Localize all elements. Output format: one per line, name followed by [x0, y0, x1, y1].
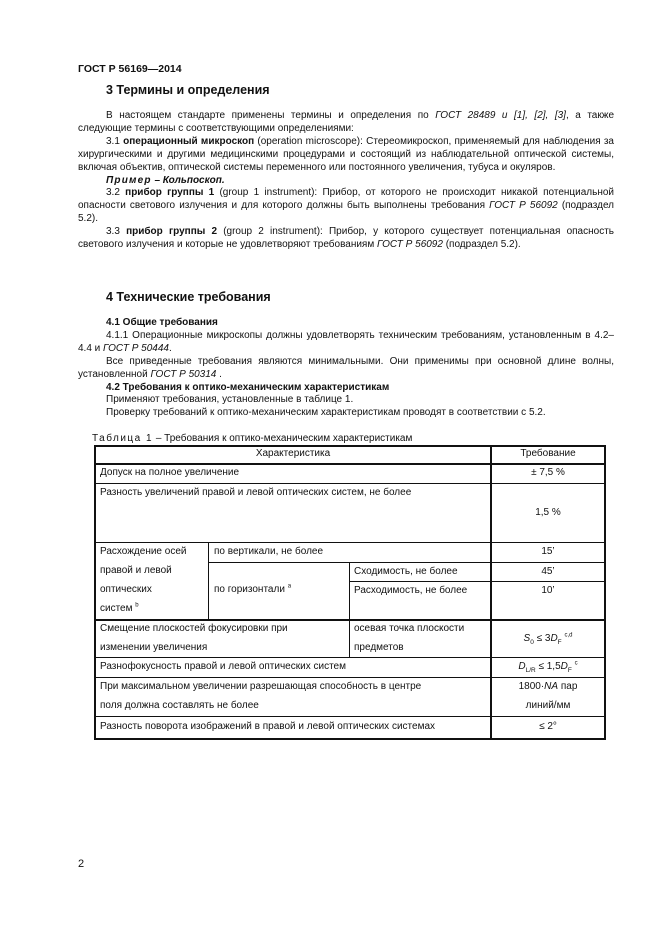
row-resolution-value-line: 1800·NA пар: [518, 681, 578, 692]
clause-4-2-p1: Применяют требования, установленные в таблице 1.: [106, 394, 354, 406]
section-4-1-heading: 4.1 Общие требования: [106, 317, 218, 328]
document-header: ГОСТ Р 56169—2014: [78, 63, 182, 75]
section-3-heading: 3 Термины и определения: [106, 83, 270, 97]
row-vertical-label: по вертикали, не более: [214, 546, 324, 557]
section-4-heading: 4 Технические требования: [106, 290, 271, 304]
term-3-1-example: Пример – Кольпоскоп.: [106, 174, 225, 186]
row-focus-shift-point-line: предметов: [354, 642, 404, 653]
row-axis-divergence-name-line: систем $^b$: [100, 602, 139, 614]
row-total-magnification-value: ± 7,5 %: [531, 467, 565, 478]
row-total-magnification-name: Допуск на полное увеличение: [100, 467, 240, 478]
row-focus-difference-name: Разнофокусность правой и левой оптических систем: [100, 661, 346, 672]
row-magnification-difference-value: 1,5 %: [535, 507, 561, 518]
row-focus-shift-point-line: осевая точка плоскости: [354, 623, 465, 634]
clause-4-2-p2: Проверку требований к оптико-механическим характеристикам проводят в соответствии с 5.2.: [106, 407, 546, 419]
row-image-rotation-name: Разность поворота изображений в правой и левой оптических системах: [100, 721, 436, 732]
section-4-body: [78, 317, 614, 420]
row-focus-difference-value: $D_{L/R} \le 1,5D_F$ $^c$: [518, 660, 578, 674]
row-resolution-name-line: поля должна составлять не более: [100, 700, 259, 711]
row-convergence-value: 45’: [541, 566, 555, 577]
clause-4-1-1-note: Все приведенные требования являются минимальными. Они применимы при основной длине волны, установленной ГОСТ Р 50314 .: [78, 355, 614, 380]
row-focus-shift-value: $S_0 \le 3D_F$ $^{c,d}$: [523, 632, 573, 646]
row-magnification-difference-name: Разность увеличений правой и левой оптических систем, не более: [100, 487, 412, 498]
row-axis-divergence-name-line: правой и левой: [100, 565, 172, 576]
row-divergence-label: Расходимость, не более: [354, 585, 468, 596]
row-focus-shift-name-line: Смещение плоскостей фокусировки при: [100, 623, 288, 634]
term-3-1: 3.1 операционный микроскоп (operation microscope): Стереомикроскоп, применяемый для наблюдения за хирургическими и другими медицинскими процедурами и состоящий из наблюдательной оптической системы, включая объектив, оптической системы переменного или постоянного увеличения, тубуса и окуляров.: [78, 135, 614, 173]
section-3-intro: В настоящем стандарте применены термины и определения по ГОСТ 28489 и [1], [2], [3], а также следующие термины с соответствующими определениями:: [78, 110, 614, 134]
row-focus-shift-name-line: изменении увеличения: [100, 642, 208, 653]
table-caption: Таблица 1 – Требования к оптико-механическим характеристикам: [92, 433, 413, 444]
term-3-2: 3.2 прибор группы 1 (group 1 instrument): Прибор, от которого не происходит никакой потенциальной опасности светового излучения и для которого должны быть выполнены требования ГОСТ Р 56092 (подраздел 5.2).: [78, 187, 615, 225]
row-image-rotation-value: ≤ 2°: [539, 721, 557, 732]
row-divergence-value: 10’: [541, 585, 555, 596]
page-number: 2: [78, 858, 85, 870]
requirements-table: [94, 445, 606, 740]
section-3-body: [78, 110, 614, 252]
row-resolution-value-line: линий/мм: [525, 700, 571, 711]
row-horizontal-label: по горизонтали $^a$: [214, 583, 292, 595]
row-convergence-label: Сходимость, не более: [354, 566, 458, 577]
column-header-requirement: Требование: [520, 448, 576, 459]
table-rule: [208, 542, 209, 620]
section-4-2-heading: 4.2 Требования к оптико-механическим характеристикам: [106, 381, 390, 393]
row-resolution-name-line: При максимальном увеличении разрешающая способность в центре: [100, 681, 422, 692]
column-header-characteristic: Характеристика: [255, 448, 331, 459]
term-3-3: 3.3 прибор группы 2 (group 2 instrument): Прибор, у которого существует потенциальная опасность светового излучения и которые не удовлетворяют требованиям ГОСТ Р 56092 (подраздел 5.2).: [78, 226, 614, 251]
row-vertical-value: 15’: [541, 546, 555, 557]
row-axis-divergence-name-line: Расхождение осей: [100, 546, 187, 557]
table-rule: [349, 562, 350, 620]
clause-4-1-1: 4.1.1 Операционные микроскопы должны удовлетворять техническим требованиям, установленным в 4.2–4.4 и ГОСТ Р 50444.: [78, 329, 614, 354]
row-axis-divergence-name-line: оптических: [100, 584, 152, 595]
table-rule: [349, 619, 350, 658]
